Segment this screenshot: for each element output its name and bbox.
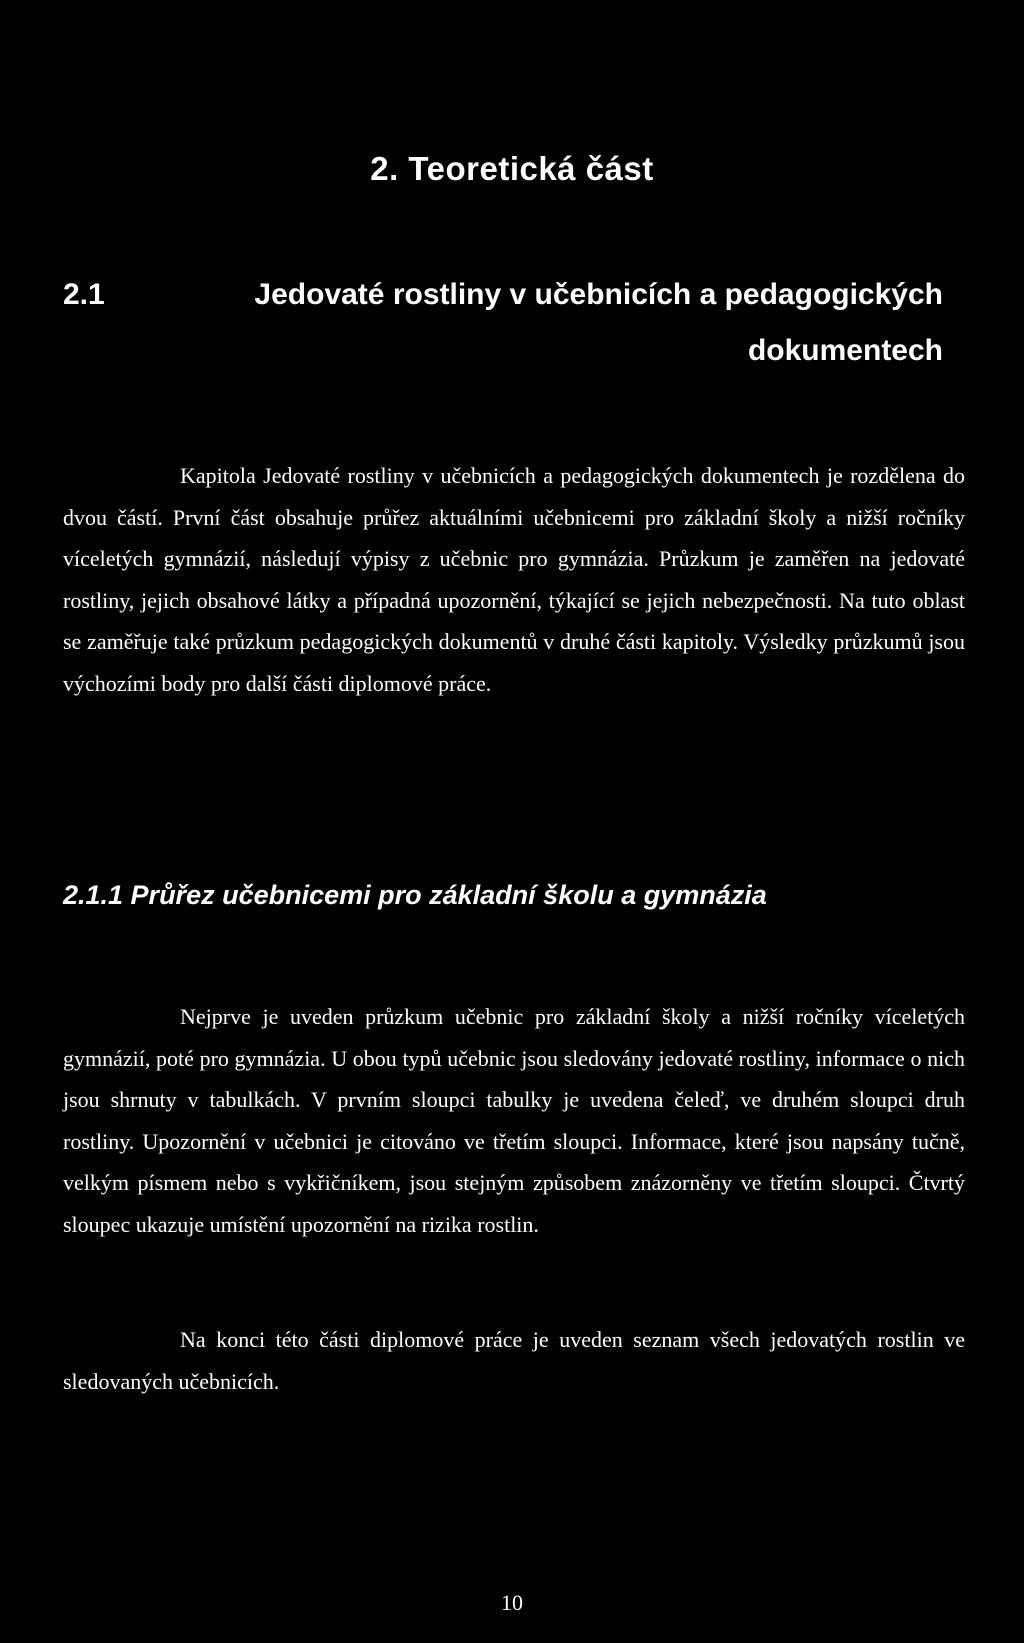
subsection-paragraph-1: Nejprve je uveden průzkum učebnic pro základní školy a nižší ročníky víceletých gymnázií, poté pro gymnázia. U obou typů učebnic jsou sledovány jedovaté rostliny, informace o nich jsou shrnuty v tabulkách. V prvním sloupci tabulky je uvedena čeleď, ve druhém sloupci druh rostliny. Upozornění v učebnici je citováno ve třetím sloupci. Informace, které jsou napsány tučně, velkým písmem nebo s vykřičníkem, jsou stejným způsobem znázorněny ve třetím sloupci. Čtvrtý sloupec ukazuje umístění upozornění na rizika rostlin. bbox=[63, 1004, 965, 1237]
subsection-heading: 2.1.1 Průřez učebnicemi pro základní školu a gymnázia bbox=[63, 880, 767, 910]
chapter-title: 2. Teoretická část bbox=[370, 150, 654, 187]
section-number: 2.1 bbox=[63, 278, 105, 311]
section-heading bbox=[63, 267, 943, 379]
section-title: Jedovaté rostliny v učebnicích a pedagogických dokumentech bbox=[254, 278, 943, 367]
subsection-paragraph-2: Na konci této části diplomové práce je uveden seznam všech jedovatých rostlin ve sledovaných učebnicích. bbox=[63, 1327, 965, 1394]
intro-paragraph: Kapitola Jedovaté rostliny v učebnicích a pedagogických dokumentech je rozdělena do dvou částí. První část obsahuje průřez aktuálními učebnicemi pro základní školy a nižší ročníky víceletých gymnázií, následují výpisy z učebnic pro gymnázia. Průzkum je zaměřen na jedovaté rostliny, jejich obsahové látky a případná upozornění, týkající se jejich nebezpečnosti. Na tuto oblast se zaměřuje také průzkum pedagogických dokumentů v druhé části kapitoly. Výsledky průzkumů jsou výchozími body pro další části diplomové práce. bbox=[63, 463, 965, 696]
page-number: 10 bbox=[501, 1590, 523, 1615]
